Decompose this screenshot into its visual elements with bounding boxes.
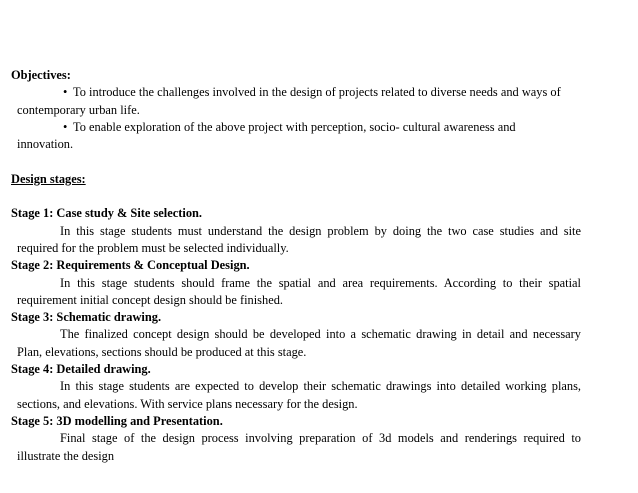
stage-2-line1: In this stage students should frame the spatial and area requirements. According to their spatial [60,275,581,290]
stage-4 [11,361,581,413]
stage-1-title: Stage 1: Case study & Site selection. [11,206,203,221]
stage-2-line2: requirement initial concept design should be finished. [17,292,283,307]
stage-1 [11,205,581,257]
bullet-icon: • [63,85,68,100]
objective-item-1 [11,84,581,119]
stage-5 [11,413,581,465]
stage-5-title: Stage 5: 3D modelling and Presentation. [11,413,223,428]
stage-1-line2: required for the problem must be selected individually. [17,240,289,255]
stage-5-line1: Final stage of the design process involving preparation of 3d models and renderings required to [60,431,581,446]
stage-1-line1: In this stage students must understand the design problem by doing the two case studies and site [60,223,581,238]
stage-3-title: Stage 3: Schematic drawing. [11,310,162,325]
objective-item-1-line1: To introduce the challenges involved in the design of projects related to diverse needs and ways of [73,85,561,100]
stage-3 [11,309,581,361]
objective-item-2 [11,119,581,154]
stage-4-title: Stage 4: Detailed drawing. [11,362,151,377]
stage-5-line2: illustrate the design [17,448,115,463]
document-content [11,67,581,465]
stage-4-line2: sections, and elevations. With service plans necessary for the design. [17,396,358,411]
stage-2 [11,257,581,309]
objectives-heading: Objectives: [11,68,71,82]
objective-item-2-line1: To enable exploration of the above project with perception, socio- cultural awareness and [73,119,516,134]
stage-4-line1: In this stage students are expected to develop their schematic drawings into detailed working plans, [60,379,581,394]
stage-3-line1: The finalized concept design should be developed into a schematic drawing in detail and necessary [60,327,581,342]
design-stages-heading: Design stages: [11,171,86,186]
stage-2-title: Stage 2: Requirements & Conceptual Design. [11,258,250,273]
stage-3-line2: Plan, elevations, sections should be produced at this stage. [17,344,307,359]
objective-item-2-line2: innovation. [17,137,74,152]
bullet-icon: • [63,119,68,134]
objective-item-1-line2: contemporary urban life. [17,102,140,117]
